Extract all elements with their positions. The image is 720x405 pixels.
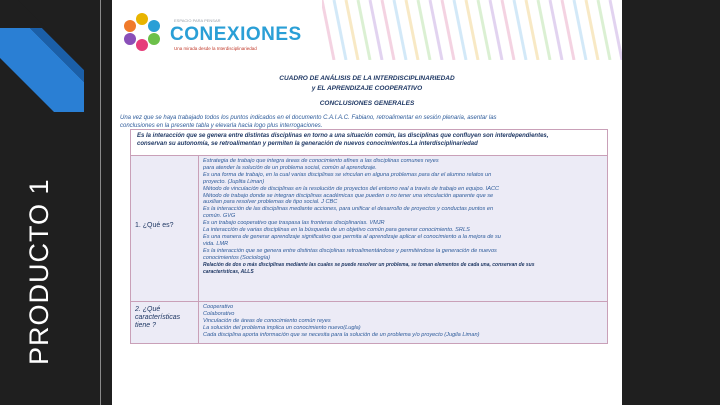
heading-conclusions: CONCLUSIONES GENERALES <box>319 100 415 107</box>
brand-tagline: ESPACIO PARA PENSAR <box>174 18 221 23</box>
chevron-decoration <box>0 0 90 120</box>
answer-line: Es la interacción que se genera entre distintas disciplinas retroalimentándose y permiténdose la generación de nuevos <box>203 247 497 254</box>
answer-line: Método de vinculación de disciplinas en la resolución de proyectos del entorno real a través de trabajo en equipo. IACC <box>203 185 500 192</box>
answer-line: Estrategia de trabajo que integra áreas de conocimiento afines a las disciplinas comunes reyes <box>203 158 439 164</box>
intro-line: Una vez que se haya trabajado todos los puntos indicados en el documento C.A.I.A.C. Fabiano, retroalimentar en sesión plenaria, asentar las <box>120 115 497 121</box>
answer-line: para atender la solución de un problema social, común al aprendizaje. <box>203 164 377 171</box>
conclusions-table <box>130 129 608 344</box>
answer-line: Cada disciplina aporta información que se necesita para la solución de un problema y/o proyecto (Jugila Liman) <box>203 331 480 338</box>
answer-line: Es la interacción de las disciplinas mediante acciones, para unificar el desarrollo de proyectos y conductas puntos en <box>203 206 494 213</box>
document-page <box>112 0 622 405</box>
banner-line: Es la interacción que se genera entre distintas disciplinas en torno a una situación común, las disciplinas que confluyen son interdependientes, <box>137 133 549 139</box>
answer-cell <box>203 158 603 275</box>
heading-cooperative: y EL APRENDIZAJE COOPERATIVO <box>311 85 423 92</box>
answer-line: características, ALLS <box>203 268 254 275</box>
question-line: características <box>135 314 181 321</box>
answer-line: vida. LMR <box>203 240 229 247</box>
question-line: 2. ¿Qué <box>135 306 161 313</box>
answer-line: Es un trabajo cooperativo que traspasa las fronteras disciplinarias. VMJR <box>203 220 385 227</box>
divider-line <box>100 0 101 405</box>
answer-line: común. GVG <box>203 213 236 220</box>
intro-line: conclusiones en la presente tabla y elevarla hacia logo plus interrogaciones. <box>120 123 323 129</box>
brand-name: CONEXIONES <box>170 24 302 45</box>
answer-line: Cooperativo <box>203 304 234 310</box>
answer-line: conocimientos (Sociología) <box>203 254 271 261</box>
answer-cell <box>203 304 603 339</box>
answer-line: La interacción de varias disciplinas en la búsqueda de un objetivo común para generar conocimiento. SRLS <box>203 227 470 234</box>
answer-line: Método de trabajo donde se integran disciplinas académicas que pueden o no tener una vinculación aparente que se <box>203 192 494 199</box>
table-row <box>131 156 607 302</box>
color-stripes-decoration <box>322 0 622 60</box>
question-cell <box>131 302 199 343</box>
banner-line: conservan su autonomía, se retroalimentan y permiten la generación de nuevos conocimientos.La interdisciplinariedad <box>137 140 478 147</box>
answer-line: auxilian para resolver problemas de tipo social. J CBC <box>203 199 338 206</box>
heading-analysis: CUADRO DE ANÁLISIS DE LA INTERDISCIPLINARIEDAD <box>279 75 455 82</box>
answer-line: Vinculación de áreas de conocimiento común reyes <box>203 317 331 324</box>
brand-subtitle: Una mirada desde la Interdisciplinariedad <box>174 46 257 51</box>
conexiones-logo-icon <box>122 12 162 52</box>
intro-paragraph <box>120 114 610 130</box>
definition-banner <box>131 130 607 156</box>
answer-line: Es una forma de trabajo, en la cual varias disciplinas se vinculan en alguna problemas para dar el alumno relatos un <box>203 171 492 178</box>
answer-line: Colaborativo <box>203 310 235 317</box>
answer-line: proyecto. (Juplita Liman) <box>203 178 265 185</box>
answer-line: Relación de dos o más disciplinas mediante las cuales se puede resolver un problema, se toman elementos de cada una, conservan de sus <box>203 261 535 268</box>
question-line: tiene ? <box>135 322 157 329</box>
answer-line: Es una manera de generar aprendizaje significativo que permita al aprendizaje aplicar el conocimiento a la mejora de su <box>203 233 501 240</box>
question-cell: 1. ¿Qué es? <box>131 156 199 301</box>
table-row <box>131 302 607 343</box>
vertical-slide-title: PRODUCTO 1 <box>24 178 54 365</box>
answer-line: La solución del problema implica un conocimiento nuevo(Lugla) <box>203 324 361 331</box>
